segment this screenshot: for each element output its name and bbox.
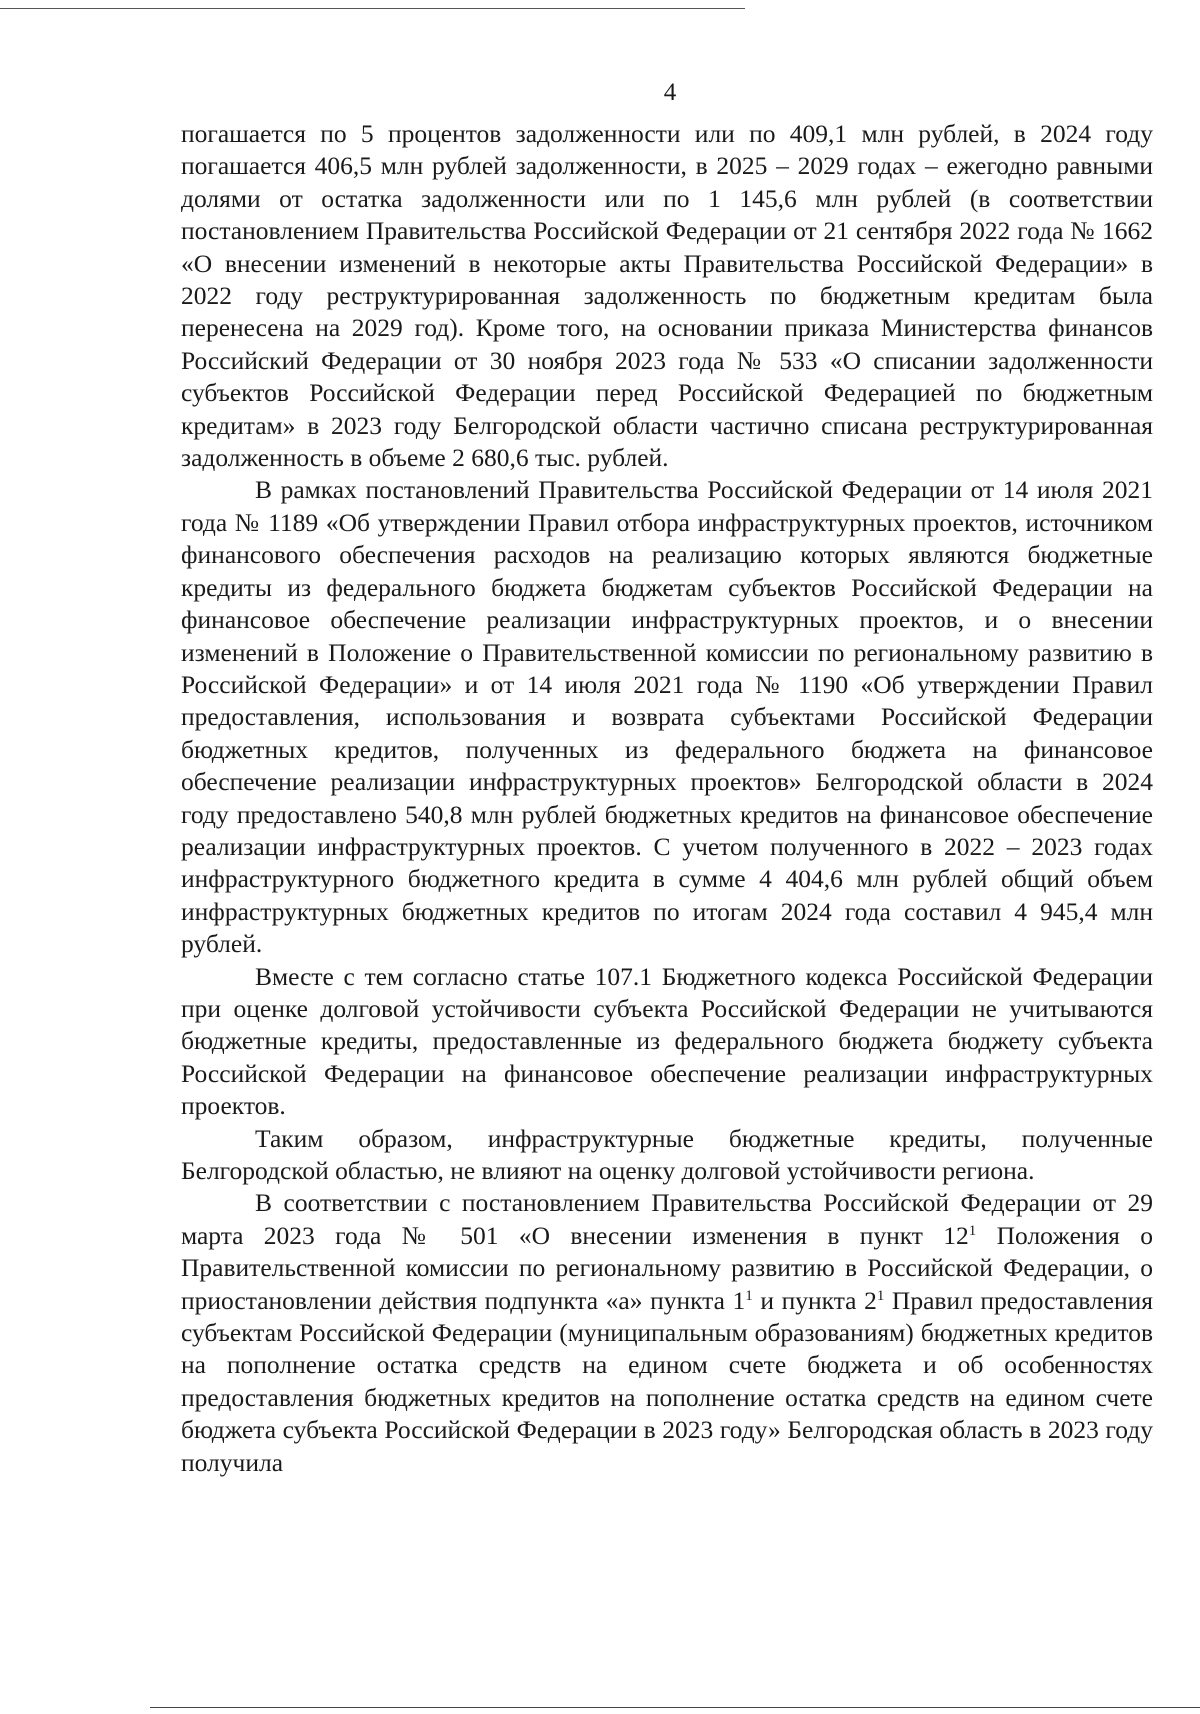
page-number: 4 <box>663 79 677 106</box>
document-body <box>181 118 1153 1479</box>
paragraph-text-part: и пункта 2 <box>752 1285 877 1315</box>
superscript-mark: 1 <box>745 1287 753 1304</box>
paragraph-conclusion: Таким образом, инфраструктурные бюджетные кредиты, полученные Белгородской областью, не влияют на оценку долговой устойчивости региона. <box>181 1123 1153 1185</box>
paragraph-debt-repayment: погашается по 5 процентов задолженности или по 409,1 млн рублей, в 2024 году погашается 406,5 млн рублей задолженности, в 2025 – 2029 годах – ежегодно равными долями от остатка задолженности или по 1 145,6 млн рублей (в соответствии постановлением Правительства Российской Федерации от 21 сентября 2022 года № 1662 «О внесении изменений в некоторые акты Правительства Российской Федерации» в 2022 году реструктурированная задолженность по бюджетным кредитам была перенесена на 2029 год). Кроме того, на основании приказа Министерства финансов Российский Федерации от 30 ноября 2023 года № 533 «О списании задолженности субъектов Российской Федерации перед Российской Федерацией по бюджетным кредитам» в 2023 году Белгородской области частично списана реструктурированная задолженность в объеме 2 680,6 тыс. рублей. <box>181 119 1153 473</box>
top-scan-border <box>0 8 745 9</box>
superscript-mark: 1 <box>968 1222 977 1239</box>
paragraph-text-part: Правил предоставления субъектам Российской Федерации (муниципальным образованиям) бюджетных кредитов на пополнение остатка средств на едином счете бюджета и об особенностях предоставления бюджетных кредитов на пополнение остатка средств на едином счете бюджета субъекта Российской Федерации в 2023 году» Белгородская область в 2023 году получила <box>181 1285 1153 1477</box>
paragraph-debt-sustainability: Вместе с тем согласно статье 107.1 Бюджетного кодекса Российской Федерации при оценке долговой устойчивости субъекта Российской Федерации не учитываются бюджетные кредиты, предоставленные из федерального бюджета бюджету субъекта Российской Федерации на финансовое обеспечение реализации инфраструктурных проектов. <box>181 961 1153 1121</box>
paragraph-text-part: В соответствии с постановлением Правительства Российской Федерации от 29 марта 2023 года № 501 «О внесении изменения в пункт 12 <box>181 1188 1153 1250</box>
bottom-scan-border <box>150 1707 1200 1708</box>
paragraph-text-part: Положения о Правительственной комиссии по региональному развитию в Российской Федерации, о приостановлении действия подпункта «а» пункта 1 <box>181 1220 1153 1315</box>
paragraph-infrastructure-credits: В рамках постановлений Правительства Российской Федерации от 14 июля 2021 года № 1189 «Об утверждении Правил отбора инфраструктурных проектов, источником финансового обеспечения расходов на реализацию которых являются бюджетные кредиты из федерального бюджета бюджетам субъектов Российской Федерации на финансовое обеспечение реализации инфраструктурных проектов, и о внесении изменений в Положение о Правительственной комиссии по региональному развитию в Российской Федерации» и от 14 июля 2021 года № 1190 «Об утверждении Правил предоставления, использования и возврата субъектами Российской Федерации бюджетных кредитов, полученных из федерального бюджета на финансовое обеспечение реализации инфраструктурных проектов» Белгородской области в 2024 году предоставлено 540,8 млн рублей бюджетных кредитов на финансовое обеспечение реализации инфраструктурных проектов. С учетом полученного в 2022 – 2023 годах инфраструктурного бюджетного кредита в сумме 4 404,6 млн рублей общий объем инфраструктурных бюджетных кредитов по итогам 2024 года составил 4 945,4 млн рублей. <box>181 475 1153 959</box>
superscript-mark: 1 <box>876 1287 885 1304</box>
paragraph-resolution-501 <box>181 1187 1153 1479</box>
